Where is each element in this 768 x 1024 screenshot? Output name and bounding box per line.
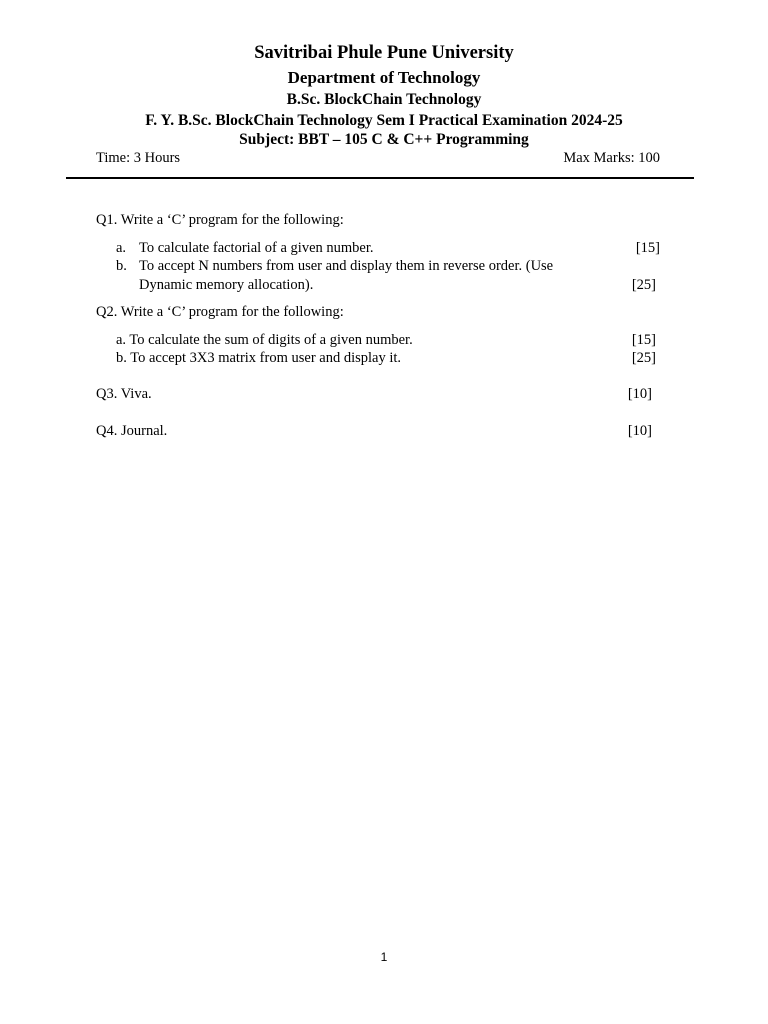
question-marks: [10] (627, 386, 652, 402)
question-marks: [10] (627, 423, 652, 439)
subject-line: Subject: BBT – 105 C & C++ Programming (239, 131, 529, 148)
header-divider (66, 177, 694, 179)
item-text: a. To calculate the sum of digits of a given number. (116, 332, 413, 348)
university-name: Savitribai Phule Pune University (254, 43, 514, 63)
exam-title: F. Y. B.Sc. BlockChain Technology Sem I Practical Examination 2024-25 (145, 112, 623, 129)
department-name: Department of Technology (287, 68, 481, 87)
page-number: 1 (380, 950, 388, 964)
programme-name: B.Sc. BlockChain Technology (286, 91, 482, 108)
item-marks: [15] (631, 332, 656, 348)
item-marks: [15] (635, 240, 660, 256)
item-text: To accept N numbers from user and display them in reverse order. (Use (139, 258, 554, 274)
item-text: To calculate factorial of a given number. (139, 240, 374, 256)
question-title: Q3. Viva. (96, 386, 152, 402)
item-label: a. (116, 240, 127, 256)
item-text-continued: Dynamic memory allocation). (139, 277, 314, 293)
item-label: b. (116, 258, 127, 274)
exam-time: Time: 3 Hours (96, 150, 181, 166)
item-text: b. To accept 3X3 matrix from user and display it. (116, 350, 402, 366)
question-title: Q4. Journal. (96, 423, 168, 439)
question-title: Q1. Write a ‘C’ program for the following: (96, 212, 344, 228)
item-marks: [25] (631, 350, 656, 366)
question-title: Q2. Write a ‘C’ program for the following: (96, 304, 344, 320)
item-marks: [25] (631, 277, 656, 293)
max-marks: Max Marks: 100 (563, 150, 660, 166)
